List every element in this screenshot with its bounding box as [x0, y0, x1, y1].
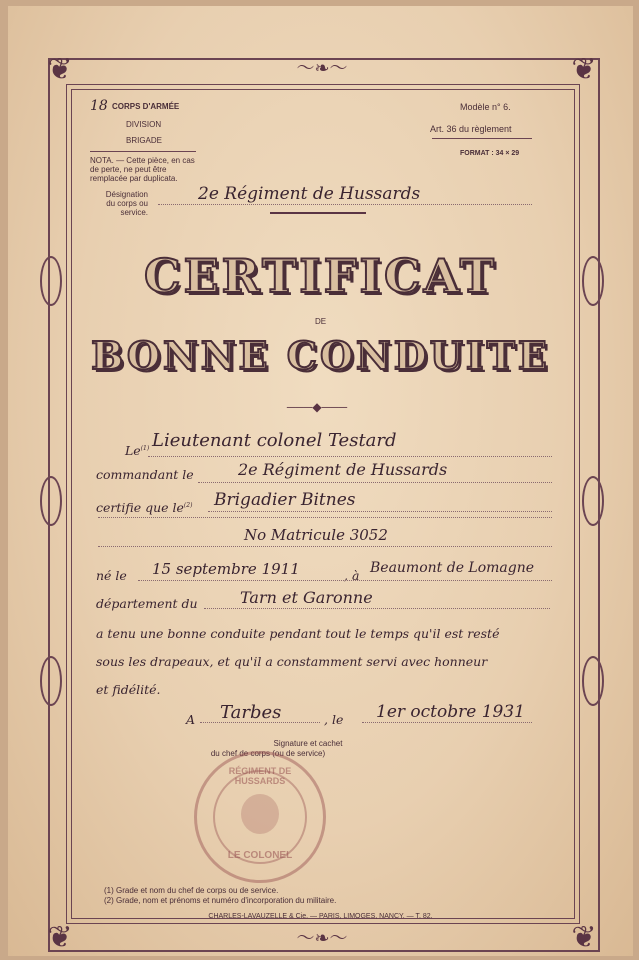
seal-bottom-text: LE COLONEL	[227, 850, 293, 861]
born-prefix: né le	[96, 568, 127, 583]
commanding-prefix: commandant le	[96, 467, 194, 482]
birth-date-value: 15 septembre 1911	[152, 560, 300, 578]
date-prefix: , le	[324, 712, 344, 727]
designation-label: Désignation du corps ou service.	[105, 190, 148, 217]
signature-label-1: Signature et cachet	[273, 739, 343, 748]
born-at-prefix: , à	[344, 568, 360, 583]
designation-value: 2e Régiment de Hussards	[198, 184, 421, 204]
seal-emblem-icon	[241, 794, 279, 834]
le-footnote-ref: (1)	[140, 444, 150, 452]
date-underline	[362, 722, 532, 723]
department-prefix: département du	[96, 596, 198, 611]
corner-ornament-icon: ❦	[47, 921, 73, 954]
corner-ornament-icon: ❦	[571, 921, 597, 954]
soldier-underline-2	[98, 517, 552, 518]
place-underline	[200, 722, 320, 723]
regiment-underline	[198, 482, 552, 483]
signature-label-2: du chef de corps (ou de service)	[210, 749, 326, 758]
birth-underline	[138, 580, 552, 581]
department-value: Tarn et Garonne	[240, 588, 373, 607]
certificate-document	[8, 6, 633, 956]
designation-underline	[158, 204, 532, 205]
corps-number: 18	[90, 98, 108, 114]
department-underline	[204, 608, 550, 609]
regiment-value: 2e Régiment de Hussards	[238, 460, 448, 479]
conduct-line-1: a tenu une bonne conduite pendant tout le temps qu'il est resté	[96, 626, 500, 641]
matricule-underline	[98, 546, 552, 547]
matricule-value: No Matricule 3052	[244, 526, 388, 544]
side-ornament-icon	[40, 476, 62, 526]
at-prefix: A	[186, 712, 196, 727]
officer-underline	[148, 456, 552, 457]
place-value: Tarbes	[220, 702, 282, 723]
model-label: Modèle n° 6.	[460, 102, 511, 112]
side-ornament-icon	[582, 476, 604, 526]
officer-value: Lieutenant colonel Testard	[152, 430, 397, 451]
side-ornament-icon	[40, 656, 62, 706]
certifies-prefix: certifie que le	[96, 500, 184, 515]
footnote-1: (1) Grade et nom du chef de corps ou de service.	[104, 886, 279, 895]
article-label: Art. 36 du règlement	[430, 124, 512, 134]
le-prefix: Le	[125, 443, 141, 458]
header-rule	[90, 151, 196, 152]
conduct-line-3: et fidélité.	[96, 682, 161, 697]
nota-text: NOTA. — Cette pièce, en cas de perte, ne peut être remplacée par duplicata.	[90, 156, 195, 183]
printer-imprint: CHARLES-LAVAUZELLE & Cie. — PARIS, LIMOGES, NANCY. — T. 82.	[208, 913, 433, 920]
bottom-flourish-icon: 〜❧〜	[296, 928, 348, 948]
certifies-footnote-ref: (2)	[183, 501, 193, 509]
side-ornament-icon	[582, 656, 604, 706]
title-connector: DE	[314, 317, 327, 326]
regiment-seal	[194, 751, 326, 883]
top-flourish-icon: 〜❧〜	[296, 58, 348, 78]
corner-ornament-icon: ❦	[47, 53, 73, 86]
title-divider-icon: ───◆───	[286, 400, 348, 414]
certificate-subtitle: BONNE CONDUITE	[91, 333, 550, 378]
footnote-2: (2) Grade, nom et prénoms et numéro d'incorporation du militaire.	[104, 896, 337, 905]
certificate-title: CERTIFICAT	[143, 249, 498, 303]
brigade-label: BRIGADE	[126, 136, 163, 145]
soldier-value: Brigadier Bitnes	[214, 490, 356, 510]
corner-ornament-icon: ❦	[571, 53, 597, 86]
article-rule	[432, 138, 532, 139]
format-label: FORMAT : 34 × 29	[460, 150, 520, 157]
designation-divider	[270, 212, 366, 214]
corps-label: CORPS D'ARMÉE	[112, 102, 180, 111]
conduct-line-2: sous les drapeaux, et qu'il a constamment servi avec honneur	[96, 654, 488, 669]
seal-top-text: RÉGIMENT DE HUSSARDS	[228, 766, 292, 786]
birth-place-value: Beaumont de Lomagne	[370, 560, 535, 576]
division-label: DIVISION	[126, 120, 162, 129]
soldier-underline	[208, 511, 552, 512]
date-value: 1er octobre 1931	[376, 702, 525, 722]
